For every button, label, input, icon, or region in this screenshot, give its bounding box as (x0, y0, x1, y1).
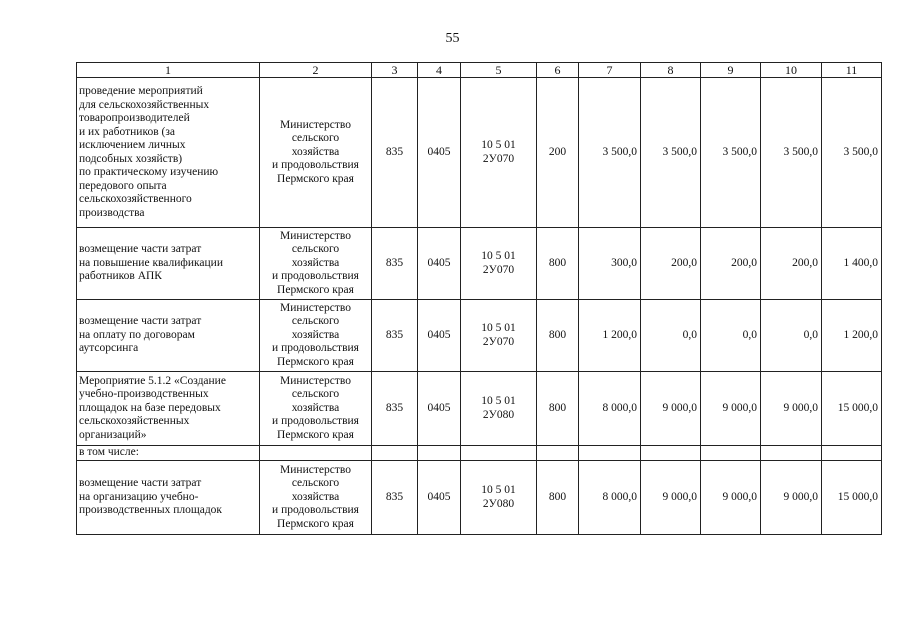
ministry-cell: Министерство сельского хозяйства и продовольствия Пермского края (260, 300, 372, 372)
total-cell: 15 000,0 (822, 461, 882, 535)
ministry-cell: Министерство сельского хозяйства и продовольствия Пермского края (260, 461, 372, 535)
column-header: 4 (418, 63, 461, 78)
section-cell (418, 446, 461, 461)
value-cell: 3 500,0 (761, 78, 822, 228)
code-cell: 835 (372, 461, 418, 535)
value-cell: 9 000,0 (761, 372, 822, 446)
header-row (77, 63, 882, 78)
section-cell: 0405 (418, 372, 461, 446)
value-cell: 9 000,0 (701, 461, 761, 535)
section-cell: 0405 (418, 300, 461, 372)
ministry-cell: Министерство сельского хозяйства и продовольствия Пермского края (260, 372, 372, 446)
value-cell: 8 000,0 (579, 461, 641, 535)
value-cell: 3 500,0 (579, 78, 641, 228)
target-cell (461, 446, 537, 461)
code-cell: 835 (372, 78, 418, 228)
description-cell: в том числе: (77, 446, 260, 461)
value-cell: 0,0 (761, 300, 822, 372)
value-cell: 9 000,0 (641, 372, 701, 446)
target-cell: 10 5 01 2У070 (461, 78, 537, 228)
column-header: 3 (372, 63, 418, 78)
value-cell (761, 446, 822, 461)
description-cell: проведение мероприятий для сельскохозяйственных товаропроизводителей и их работников (за исключением личных подсобных хозяйств) по практическому изучению передового опыта сельскохозяйственного производства (77, 78, 260, 228)
code-cell: 835 (372, 300, 418, 372)
type-cell: 800 (537, 372, 579, 446)
table-row (77, 461, 882, 535)
column-header: 11 (822, 63, 882, 78)
value-cell: 1 200,0 (579, 300, 641, 372)
value-cell: 300,0 (579, 228, 641, 300)
value-cell (701, 446, 761, 461)
value-cell: 8 000,0 (579, 372, 641, 446)
value-cell: 9 000,0 (761, 461, 822, 535)
total-cell: 3 500,0 (822, 78, 882, 228)
total-cell: 1 200,0 (822, 300, 882, 372)
code-cell (372, 446, 418, 461)
column-header: 5 (461, 63, 537, 78)
target-cell: 10 5 01 2У070 (461, 300, 537, 372)
description-cell: возмещение части затрат на оплату по договорам аутсорсинга (77, 300, 260, 372)
total-cell: 1 400,0 (822, 228, 882, 300)
ministry-cell (260, 446, 372, 461)
column-header: 9 (701, 63, 761, 78)
ministry-cell: Министерство сельского хозяйства и продовольствия Пермского края (260, 78, 372, 228)
value-cell (579, 446, 641, 461)
value-cell: 9 000,0 (641, 461, 701, 535)
type-cell: 800 (537, 300, 579, 372)
code-cell: 835 (372, 372, 418, 446)
column-header: 10 (761, 63, 822, 78)
ministry-cell: Министерство сельского хозяйства и продовольствия Пермского края (260, 228, 372, 300)
code-cell: 835 (372, 228, 418, 300)
value-cell: 200,0 (641, 228, 701, 300)
value-cell: 200,0 (761, 228, 822, 300)
table-row (77, 228, 882, 300)
table-row (77, 446, 882, 461)
value-cell: 9 000,0 (701, 372, 761, 446)
page-number: 55 (445, 31, 460, 46)
table-row (77, 300, 882, 372)
column-header: 1 (77, 63, 260, 78)
column-header: 6 (537, 63, 579, 78)
total-cell (822, 446, 882, 461)
target-cell: 10 5 01 2У080 (461, 461, 537, 535)
column-header: 7 (579, 63, 641, 78)
section-cell: 0405 (418, 461, 461, 535)
column-header: 2 (260, 63, 372, 78)
target-cell: 10 5 01 2У080 (461, 372, 537, 446)
type-cell (537, 446, 579, 461)
target-cell: 10 5 01 2У070 (461, 228, 537, 300)
description-cell: возмещение части затрат на организацию учебно- производственных площадок (77, 461, 260, 535)
value-cell: 3 500,0 (641, 78, 701, 228)
value-cell: 0,0 (701, 300, 761, 372)
section-cell: 0405 (418, 78, 461, 228)
section-cell: 0405 (418, 228, 461, 300)
column-header: 8 (641, 63, 701, 78)
description-cell: Мероприятие 5.1.2 «Создание учебно-производственных площадок на базе передовых сельскохозяйственных организаций» (77, 372, 260, 446)
description-cell: возмещение части затрат на повышение квалификации работников АПК (77, 228, 260, 300)
value-cell: 200,0 (701, 228, 761, 300)
type-cell: 200 (537, 78, 579, 228)
value-cell: 0,0 (641, 300, 701, 372)
table-row (77, 372, 882, 446)
value-cell (641, 446, 701, 461)
budget-table (76, 62, 882, 535)
value-cell: 3 500,0 (701, 78, 761, 228)
table-row (77, 78, 882, 228)
type-cell: 800 (537, 461, 579, 535)
type-cell: 800 (537, 228, 579, 300)
total-cell: 15 000,0 (822, 372, 882, 446)
